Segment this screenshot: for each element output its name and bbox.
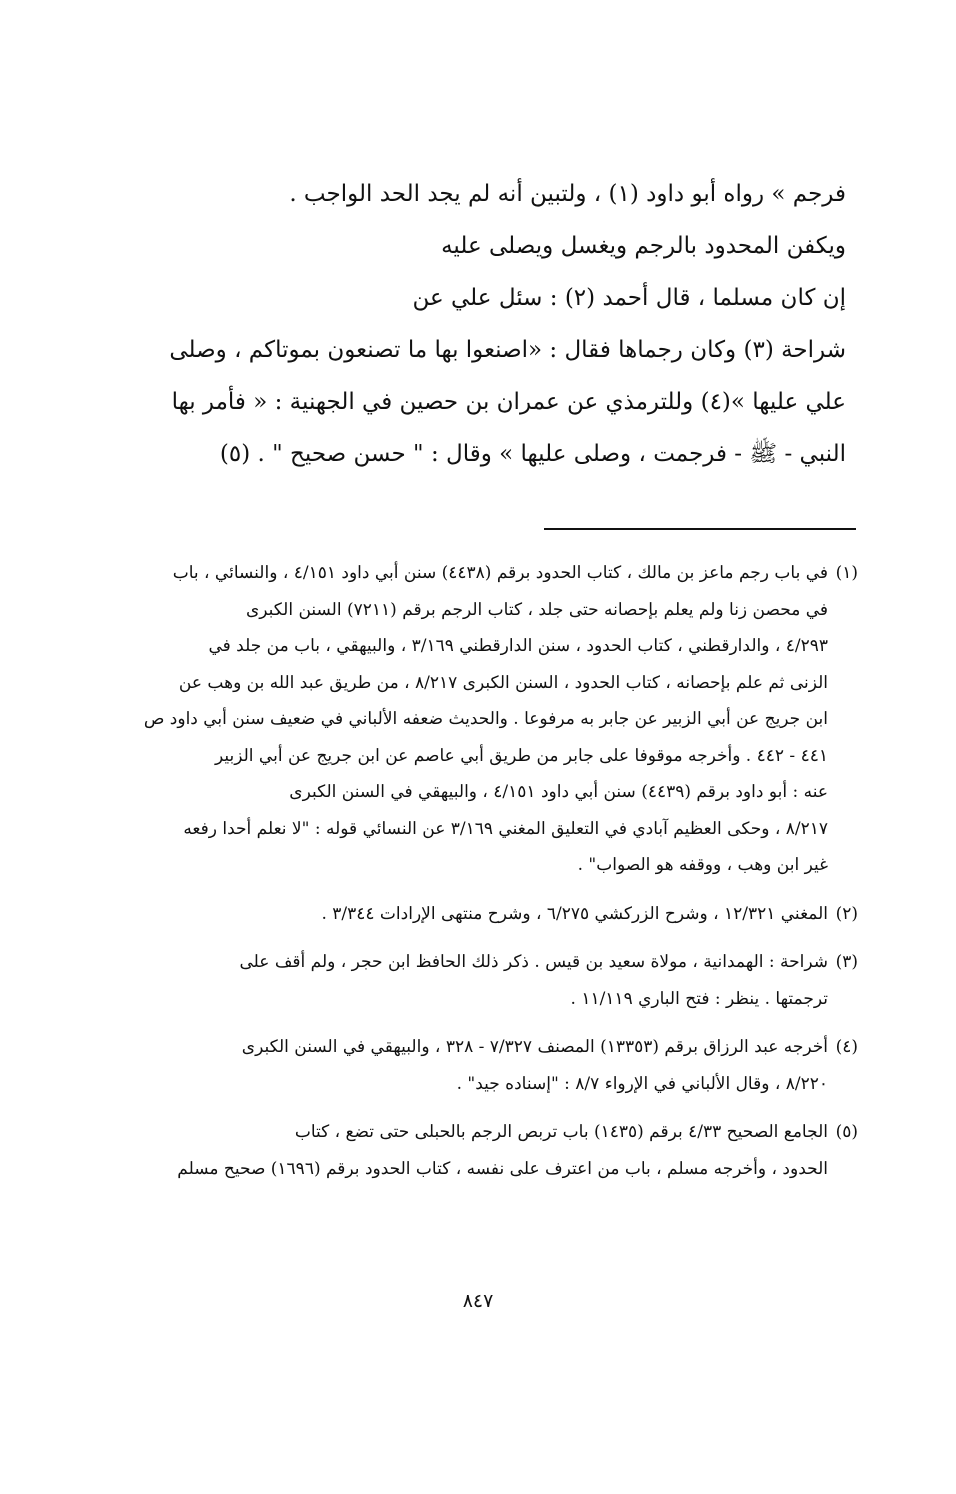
page-number: ٨٤٧ xyxy=(462,1290,494,1312)
footnote-line: ٤/٢٩٣ ، والدارقطني ، كتاب الحدود ، سنن الدارقطني ٣/١٦٩ ، والبيهقي ، باب من جلد في xyxy=(208,636,828,656)
text-line: إن كان مسلما ، قال أحمد (٢) : سئل علي عن xyxy=(412,285,846,311)
footnote-line: ابن جريج عن أبي الزبير عن جابر به مرفوعا . والحديث ضعفه الألباني في ضعيف سنن أبي داود ص xyxy=(143,709,828,729)
footnote-line: أخرجه عبد الرزاق برقم (١٣٣٥٣) المصنف ٧/٣٢٧ - ٣٢٨ ، والبيهقي في السنن الكبرى xyxy=(241,1037,828,1057)
footnote-line: في باب رجم ماعز بن مالك ، كتاب الحدود برقم (٤٤٣٨) سنن أبي داود ٤/١٥١ ، والنسائي ، باب xyxy=(172,563,828,583)
footnote-line: المغني ١٢/٣٢١ ، وشرح الزركشي ٦/٢٧٥ ، وشرح منتهى الإرادات ٣/٣٤٤ . xyxy=(321,903,828,924)
text-line: فرجم » رواه أبو داود (١) ، ولتبين أنه لم يجد الحد الواجب . xyxy=(289,181,846,207)
text-line: ويكفن المحدود بالرجم ويغسل ويصلى عليه xyxy=(441,233,846,259)
footnote-5 xyxy=(98,1114,858,1187)
footnote-3 xyxy=(98,944,858,1017)
footnote-line: غير ابن وهب ، ووقفه هو الصواب" . xyxy=(577,855,828,875)
footnote-number: (٥) xyxy=(835,1122,858,1142)
footnote-line: ٨/٢١٧ ، وحكى العظيم آبادي في التعليق المغني ٣/١٦٩ عن النسائي قوله : "لا نعلم أحدا رفعه xyxy=(183,818,828,839)
text-line: النبي - ﷺ - فرجمت ، وصلى عليها » وقال : " حسن صحيح " . (٥) xyxy=(219,441,846,467)
main-text xyxy=(110,168,846,480)
footnote-number: (١) xyxy=(835,563,858,583)
footnote-separator xyxy=(544,528,856,530)
footnote-line: الزنى ثم علم بإحصانه ، كتاب الحدود ، السنن الكبرى ٨/٢١٧ ، من طريق عبد الله بن وهب عن xyxy=(178,672,828,693)
footnote-line: ٨/٢٢٠ ، وقال الألباني في الإرواء ٨/٧ : "إسناده جيد" . xyxy=(456,1073,828,1094)
footnote-line: شراحة : الهمدانية ، مولاة سعيد بن قيس . ذكر ذلك الحافظ ابن حجر ، ولم أقف على xyxy=(239,952,828,972)
footnote-number: (٢) xyxy=(835,903,858,924)
footnote-line: عنه : أبو داود برقم (٤٤٣٩) سنن أبي داود ٤/١٥١ ، والبيهقي في السنن الكبرى xyxy=(289,782,828,802)
footnote-2 xyxy=(98,896,858,933)
footnote-number: (٣) xyxy=(835,952,858,972)
footnote-line: الجامع الصحيح ٤/٣٣ برقم (١٤٣٥) باب تربص الرجم بالحبلى حتى تضع ، كتاب xyxy=(294,1122,828,1142)
footnote-number: (٤) xyxy=(835,1037,858,1057)
text-line: علي عليها »(٤) وللترمذي عن عمران بن حصين في الجهنية : « فأمر بها xyxy=(171,389,846,415)
footnote-line: ترجمتها . ينظر : فتح الباري ١١/١١٩ . xyxy=(570,988,828,1009)
footnote-4 xyxy=(98,1029,858,1102)
footnotes xyxy=(98,555,858,1199)
footnote-line: في محصن زنا ولم يعلم بإحصانه حتى جلد ، كتاب الرجم برقم (٧٢١١) السنن الكبرى xyxy=(245,599,828,620)
text-line: شراحة (٣) وكان رجماها فقال : «اصنعوا بها ما تصنعون بموتاكم ، وصلى xyxy=(169,337,846,363)
footnote-1 xyxy=(98,555,858,884)
footnote-line: ٤٤١ - ٤٤٢ . وأخرجه موقوفا على جابر من طريق أبي عاصم عن ابن جريج عن أبي الزبير xyxy=(215,745,828,766)
footnote-line: الحدود ، وأخرجه مسلم ، باب من اعترف على نفسه ، كتاب الحدود برقم (١٦٩٦) صحيح مسلم xyxy=(177,1158,828,1179)
